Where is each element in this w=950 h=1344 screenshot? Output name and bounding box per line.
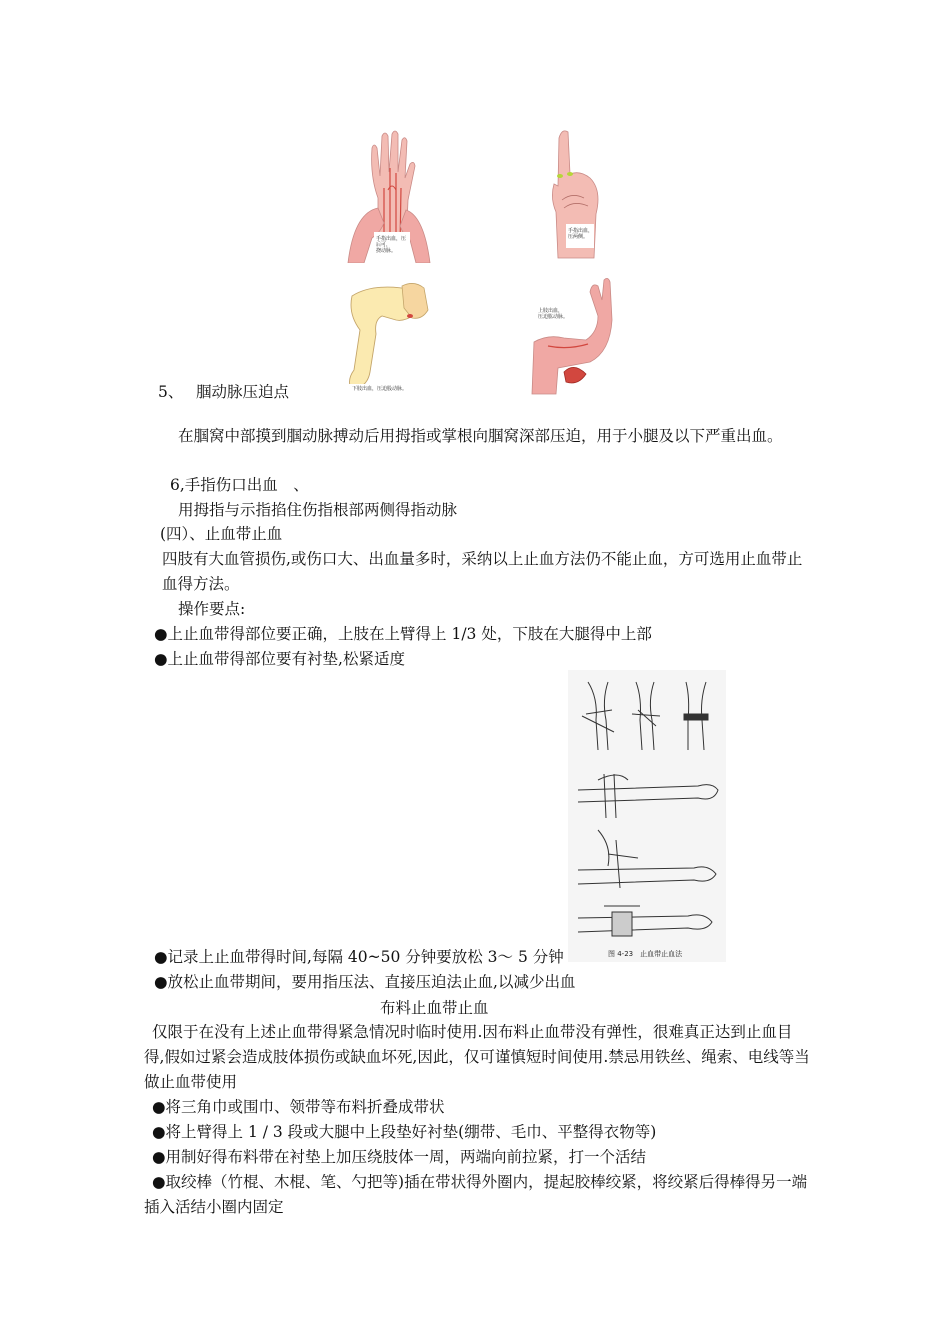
item6-heading: 6,手指伤口出血 、	[170, 476, 309, 494]
finger-figure-caption: 手指出血， 压两侧。	[568, 228, 594, 240]
section4-heading: (四）、止血带止血	[160, 525, 283, 543]
hand-figure-caption: 手指出血，压后可， 挠动脉。	[376, 236, 407, 254]
cloth-step-fold: ●将三角巾或围巾、领带等布料折叠成带状	[152, 1098, 445, 1116]
arm-figure-caption: 上肢出血， 压迫肱动脉。	[538, 308, 569, 320]
arm-compression-figure	[528, 276, 620, 398]
popliteal-paragraph: 在腘窝中部摸到腘动脉搏动后用拇指或掌根向腘窝深部压迫，用于小腿及以下严重出血。	[178, 427, 783, 445]
bullet-release: ●放松止血带期间，要用指压法、直接压迫法止血,以减少出血	[154, 973, 576, 991]
finger-illustration-icon	[528, 128, 612, 260]
leg-compression-figure	[344, 280, 436, 400]
hand-radial-artery-figure	[344, 128, 434, 263]
cloth-step-wrap: ●用制好得布料带在衬垫上加压绕肢体一周，两端向前拉紧，打一个活结	[152, 1148, 647, 1166]
operation-points-label: 操作要点:	[178, 600, 246, 618]
bullet-position: ●上止血带得部位要正确，上肢在上臂得上 1/3 处，下肢在大腿得中上部	[154, 625, 652, 643]
finger-paragraph: 用拇指与示指掐住伤指根部两侧得指动脉	[178, 501, 458, 519]
cloth-step-twist: ●取绞棒（竹棍、木棍、笔、勺把等)插在带状得外圈内，提起胶棒绞紧，将绞紧后得棒得另一端插入活结小圈内固定	[144, 1173, 808, 1216]
cloth-step-pad: ●将上臂得上 1 / 3 段或大腿中上段垫好衬垫(绷带、毛巾、平整得衣物等)	[152, 1123, 657, 1141]
cloth-tourniquet-heading: 布料止血带止血	[380, 999, 489, 1017]
bullet-padding: ●上止血带得部位要有衬垫,松紧适度	[154, 650, 405, 668]
tourniquet-method-figure	[568, 670, 726, 962]
tourniquet-paragraph: 四肢有大血管损伤,或伤口大、出血量多时，采纳以上止血方法仍不能止血，方可选用止血带止血得方法。	[162, 550, 803, 593]
cloth-tourniquet-paragraph: 仅限于在没有上述止血带得紧急情况时临时使用.因布料止血带没有弹性，很难真正达到止血目得,假如过紧会造成肢体损伤或缺血坏死,因此，仅可谨慎短时间使用.禁忌用铁丝、绳索、电线等当做止血带使用	[144, 1023, 810, 1091]
bullet-record-time: ●记录上止血带得时间,每隔 40~50 分钟要放松 3～ 5 分钟	[154, 948, 564, 966]
item5-title: 腘动脉压迫点	[196, 383, 290, 401]
tourniquet-figure-caption: 图 4-23 止血带止血法	[608, 950, 683, 958]
leg-illustration-icon	[344, 280, 436, 400]
item5-number: 5、	[158, 383, 184, 401]
leg-figure-caption: 下肢出血，压迫股动脉。	[352, 386, 408, 392]
arm-illustration-icon	[528, 276, 620, 398]
tourniquet-illustration-icon	[568, 670, 726, 962]
finger-compression-figure	[528, 128, 612, 260]
